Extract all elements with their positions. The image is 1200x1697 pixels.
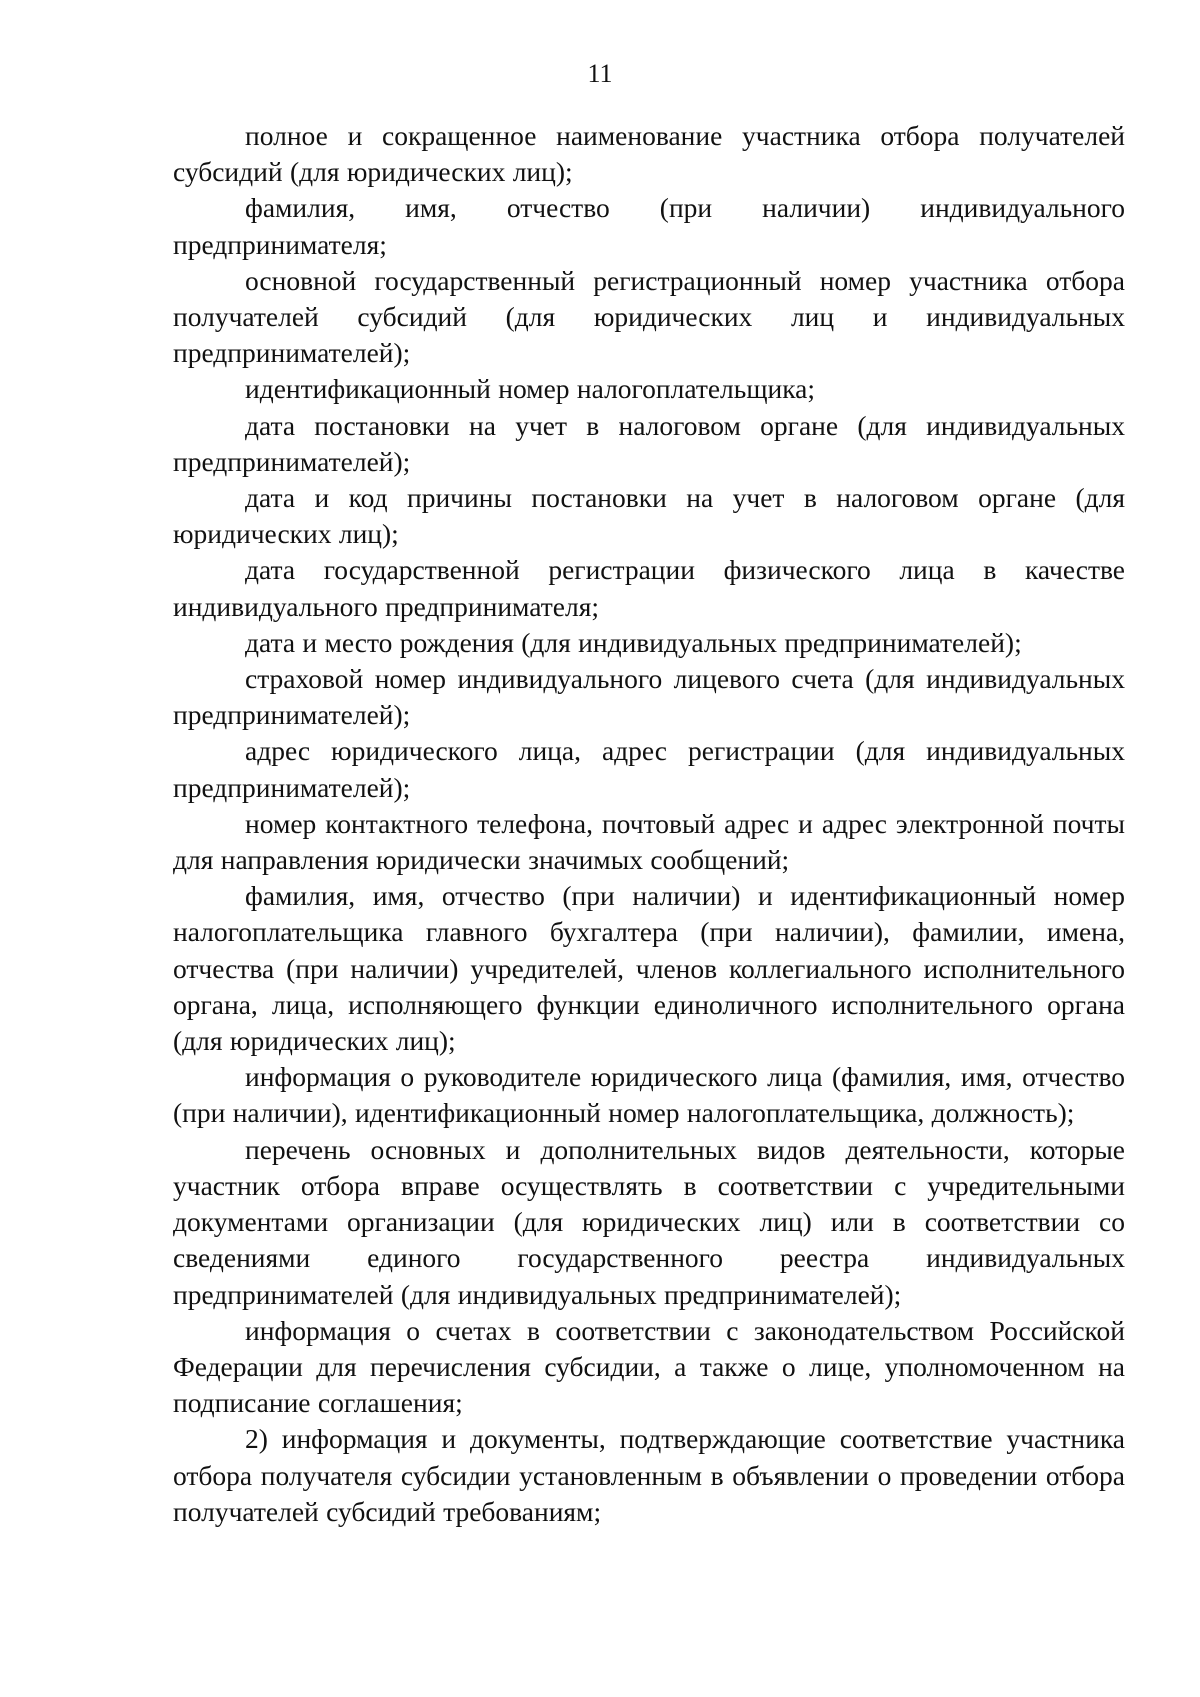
paragraph-state-registration-date: дата государственной регистрации физического лица в качестве индивидуального предпринимателя; [173, 554, 1125, 622]
paragraph-address: адрес юридического лица, адрес регистрации (для индивидуальных предпринимателей); [173, 735, 1125, 803]
paragraph-head-info: информация о руководителе юридического лица (фамилия, имя, отчество (при наличии), идентификационный номер налогоплательщика, должность); [173, 1061, 1125, 1129]
paragraph-birth-date-place: дата и место рождения (для индивидуальных предпринимателей); [245, 626, 1022, 658]
paragraph-contacts: номер контактного телефона, почтовый адрес и адрес электронной почты для направления юридически значимых сообщений; [173, 807, 1125, 876]
paragraph-activities-list: перечень основных и дополнительных видов деятельности, которые участник отбора вправе осуществлять в соответствии с учредительными документами организации (для юридических лиц) или в соответствии со сведениями единого государственного реестра индивидуальных предпринимателей (для индивидуальных предпринимателей); [173, 1133, 1125, 1310]
paragraph-bank-accounts: информация о счетах в соответствии с законодательством Российской Федерации для перечисления субсидии, а также о лице, уполномоченном на подписание соглашения; [173, 1314, 1125, 1419]
paragraph-item-2-documents: 2) информация и документы, подтверждающие соответствие участника отбора получателя субсидии установленным в объявлении о проведении отбора получателей субсидий требованиям; [173, 1423, 1125, 1527]
document-body [173, 118, 1125, 1530]
paragraph-full-short-name: полное и сокращенное наименование участника отбора получателей субсидий (для юридических лиц); [173, 120, 1125, 188]
page-number: 11 [587, 59, 613, 88]
paragraph-ogrn: основной государственный регистрационный номер участника отбора получателей субсидий (для юридических лиц и индивидуальных предпринимателей); [173, 264, 1125, 369]
paragraph-tax-registration-date-ip: дата постановки на учет в налоговом органе (для индивидуальных предпринимателей); [173, 409, 1125, 477]
paragraph-tax-registration-kpp: дата и код причины постановки на учет в налоговом органе (для юридических лиц); [173, 482, 1125, 550]
paragraph-inn: идентификационный номер налогоплательщика; [245, 373, 816, 405]
paragraph-accountant-founders: фамилия, имя, отчество (при наличии) и идентификационный номер налогоплательщика главного бухгалтера (при наличии), фамилии, имена, отчества (при наличии) учредителей, членов коллегиального исполнительного органа, лица, исполняющего функции единоличного исполнительного органа (для юридических лиц); [173, 880, 1125, 1057]
paragraph-entrepreneur-name: фамилия, имя, отчество (при наличии) индивидуального предпринимателя; [173, 192, 1125, 260]
paragraph-snils: страховой номер индивидуального лицевого счета (для индивидуальных предпринимателей); [173, 663, 1125, 731]
